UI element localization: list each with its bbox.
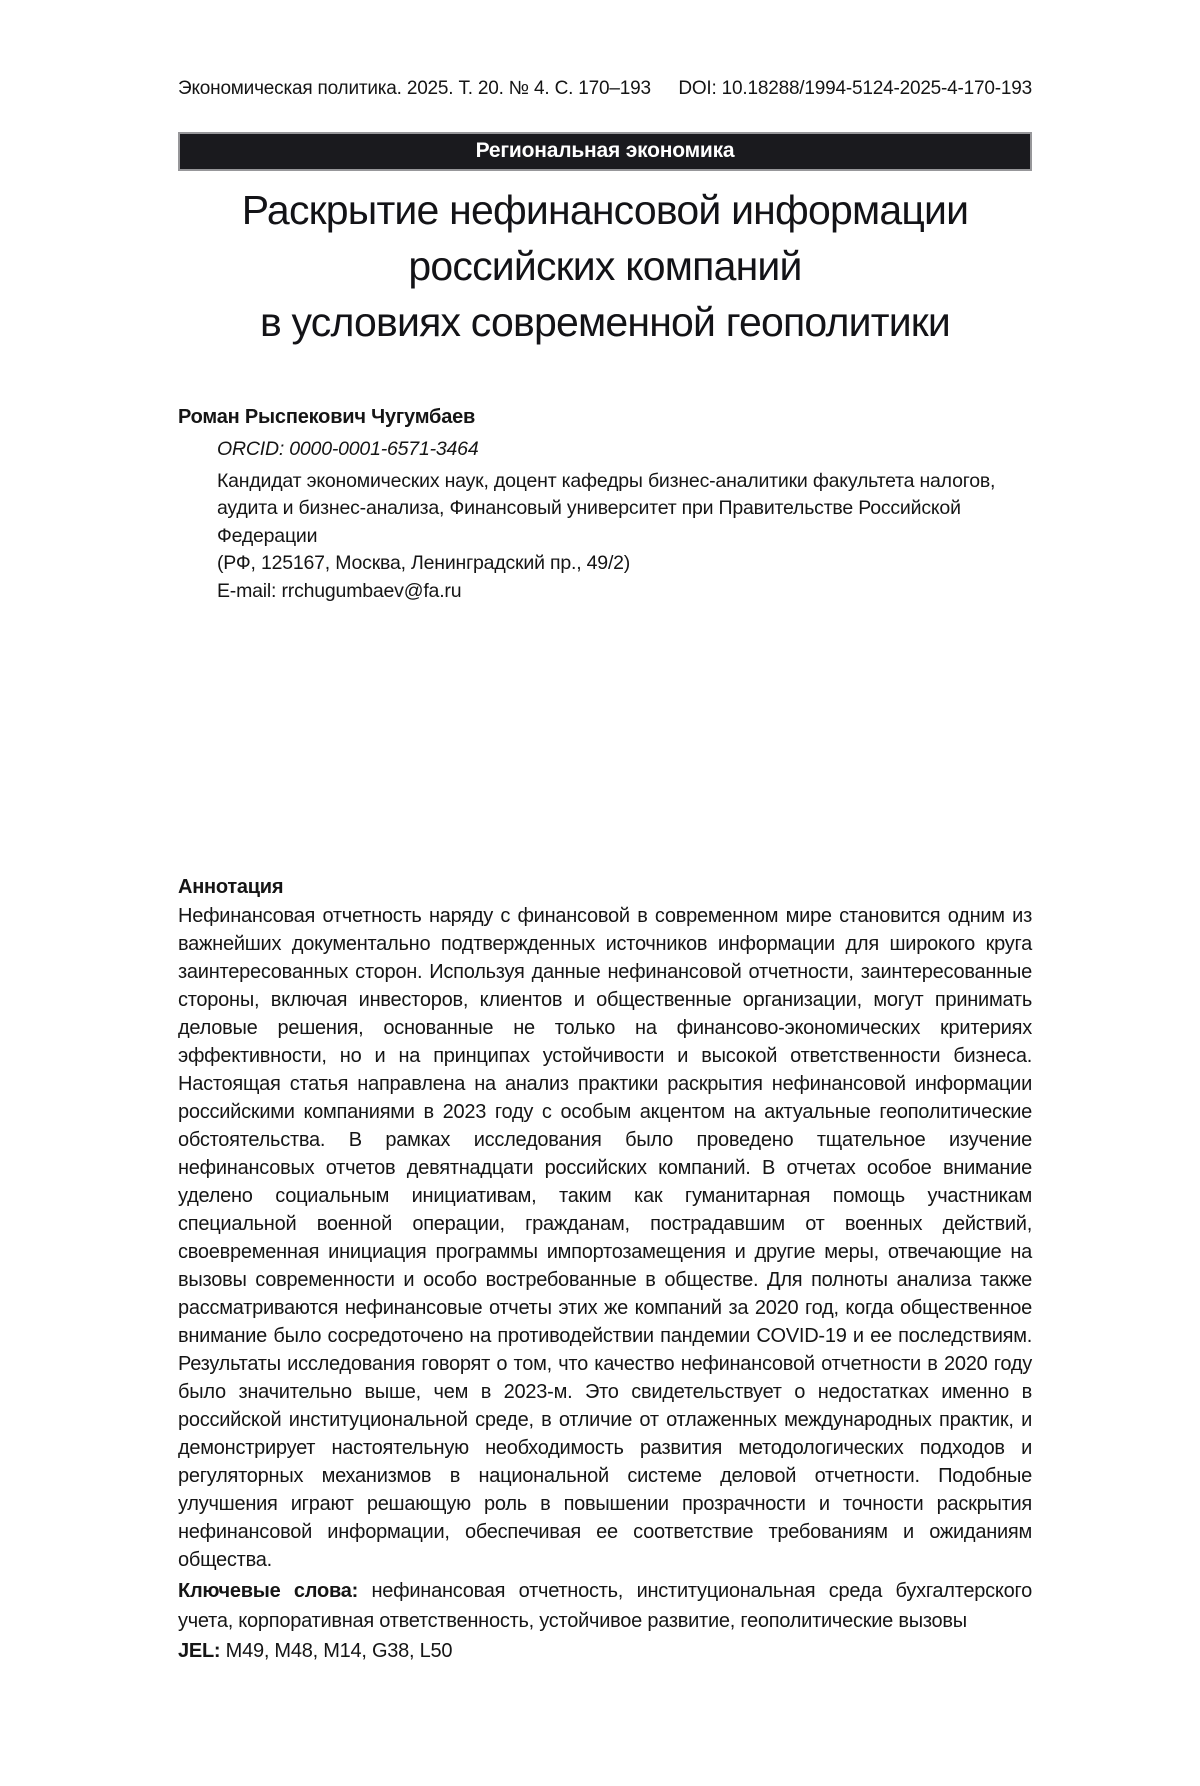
jel-line <box>178 1636 1032 1666</box>
author-email: E-mail: rrchugumbaev@fa.ru <box>217 579 462 602</box>
author-name: Роман Рыспекович Чугумбаев <box>178 406 476 428</box>
author-details <box>217 436 1032 605</box>
article-title-line-3: в условиях современной геополитики <box>259 299 951 345</box>
article-title <box>178 182 1032 350</box>
jel-text: M49, M48, M14, G38, L50 <box>225 1640 453 1662</box>
article-title-line-2: российских компаний <box>408 243 802 289</box>
keywords-line <box>178 1576 1032 1636</box>
jel-label: JEL: <box>178 1640 221 1662</box>
abstract-heading: Аннотация <box>178 876 284 898</box>
section-banner: Региональная экономика <box>178 132 1032 171</box>
abstract-section <box>178 872 1032 1666</box>
author-block <box>178 404 1032 605</box>
abstract-text: Нефинансовая отчетность наряду с финансовой в современном мире становится одним из важнейших документально подтвержденных источников информации для широкого круга заинтересованных сторон. Используя данные нефинансовой отчетности, заинтересованные стороны, включая инвесторов, клиентов и общественные организации, могут принимать деловые решения, основанные не только на финансово-экономических критериях эффективности, но и на принципах устойчивости и высокой ответственности бизнеса. Настоящая статья направлена на анализ практики раскрытия нефинансовой информации российскими компаниями в 2023 году с особым акцентом на актуальные геополитические обстоятельства. В рамках исследования было проведено тщательное изучение нефинансовых отчетов девятнадцати российских компаний. В отчетах особое внимание уделено социальным инициативам, таким как гуманитарная помощь участникам специальной военной операции, гражданам, пострадавшим от военных действий, своевременная инициация программы импортозамещения и другие меры, отвечающие на вызовы современности и особо востребованные в обществе. Для полноты анализа также рассматриваются нефинансовые отчеты этих же компаний за 2020 год, когда общественное внимание было сосредоточено на противодействии пандемии COVID-19 и ее последствиям. Результаты исследования говорят о том, что качество нефинансовой отчетности в 2020 году было значительно выше, чем в 2023-м. Это свидетельствует о недостатках именно в российской институциональной среде, в отличие от отлаженных международных практик, и демонстрирует настоятельную необходимость развития методологических подходов и регуляторных механизмов в национальной системе деловой отчетности. Подобные улучшения играют решающую роль в повышении прозрачности и точности раскрытия нефинансовой информации, обеспечивая ее соответствие требованиям и ожиданиям общества. <box>178 905 1032 1571</box>
keywords-label: Ключевые слова: <box>178 1580 359 1602</box>
article-title-line-1: Раскрытие нефинансовой информации <box>241 187 969 233</box>
author-orcid: ORCID: 0000-0001-6571-3464 <box>217 438 479 460</box>
author-affiliation-line-2: аудита и бизнес-анализа, Финансовый университет при Правительстве Российской Федерации <box>217 497 961 547</box>
author-affiliation-line-3: (РФ, 125167, Москва, Ленинградский пр., 49/2) <box>217 552 631 574</box>
keywords-text: нефинансовая отчетность, институциональная среда бухгалтерского учета, корпоративная ответственность, устойчивое развитие, геополитические вызовы <box>178 1580 1032 1632</box>
page-header <box>178 78 1032 100</box>
doi-text: DOI: 10.18288/1994-5124-2025-4-170-193 <box>678 78 1032 99</box>
journal-citation: Экономическая политика. 2025. Т. 20. № 4. С. 170–193 <box>178 78 651 99</box>
author-affiliation-line-1: Кандидат экономических наук, доцент кафедры бизнес-аналитики факультета налогов, <box>217 469 996 492</box>
